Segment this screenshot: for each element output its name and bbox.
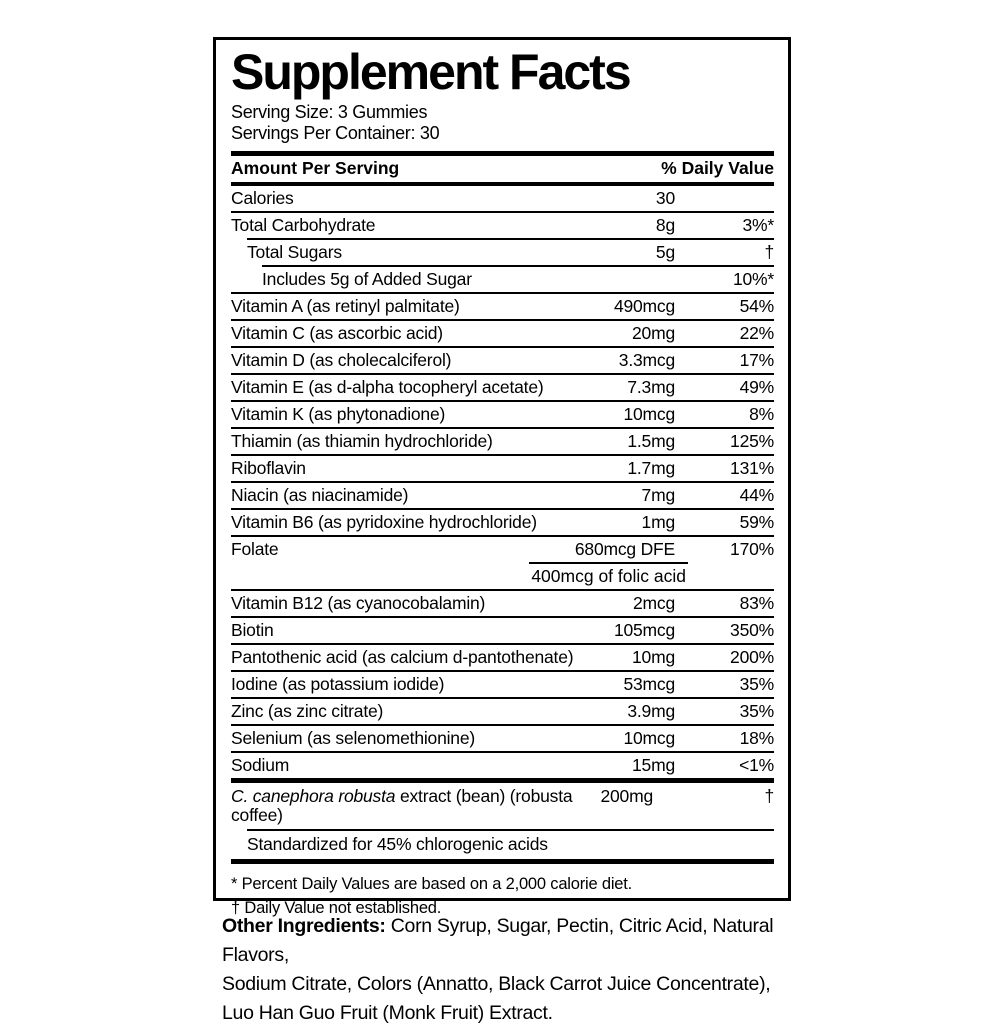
extract-row	[231, 778, 774, 829]
nutrient-daily-value: 10%*	[732, 269, 774, 289]
nutrient-name: Riboflavin	[231, 458, 306, 478]
nutrient-name: Vitamin D (as cholecalciferol)	[231, 350, 452, 370]
table-row	[231, 373, 774, 400]
amount-per-serving-label: Amount Per Serving	[231, 158, 400, 178]
footnote-daily-values: * Percent Daily Values are based on a 2,000 calorie diet.	[231, 875, 633, 893]
table-row	[231, 535, 774, 562]
nutrient-daily-value: 125%	[730, 431, 774, 451]
nutrient-name: Vitamin B6 (as pyridoxine hydrochloride)	[231, 512, 537, 532]
nutrient-amount: 1.7mg	[627, 458, 675, 478]
nutrient-daily-value	[675, 189, 774, 208]
nutrient-name: Niacin (as niacinamide)	[231, 485, 409, 505]
facts-rows	[231, 186, 774, 778]
nutrient-name: Vitamin C (as ascorbic acid)	[231, 323, 443, 343]
other-ingredients-line-3: Luo Han Guo Fruit (Monk Fruit) Extract.	[222, 1002, 553, 1024]
nutrient-daily-value: 350%	[730, 620, 774, 640]
table-row	[231, 400, 774, 427]
nutrient-amount: 10mcg	[623, 404, 675, 424]
nutrient-name: Biotin	[231, 620, 274, 640]
table-row	[231, 346, 774, 373]
nutrient-daily-value: 22%	[739, 323, 774, 343]
nutrient-daily-value: 200%	[730, 647, 774, 667]
other-ingredients-line-2: Sodium Citrate, Colors (Annatto, Black Carrot Juice Concentrate),	[222, 973, 771, 995]
nutrient-amount: 1mg	[641, 512, 675, 532]
table-row	[231, 670, 774, 697]
nutrient-name: Includes 5g of Added Sugar	[262, 269, 472, 289]
nutrient-name: Selenium (as selenomethionine)	[231, 728, 475, 748]
nutrient-daily-value: 35%	[739, 674, 774, 694]
table-row	[231, 508, 774, 535]
nutrient-daily-value: 170%	[730, 539, 774, 559]
nutrient-amount: 490mcg	[613, 296, 675, 316]
nutrient-name: Vitamin B12 (as cyanocobalamin)	[231, 593, 486, 613]
nutrient-daily-value: 83%	[739, 593, 774, 613]
nutrient-amount: 1.5mg	[627, 431, 675, 451]
sub-amount-text: 400mcg of folic acid	[529, 562, 688, 586]
nutrient-daily-value: 3%*	[742, 215, 774, 235]
nutrient-daily-value: †	[764, 242, 774, 262]
nutrient-name: Iodine (as potassium iodide)	[231, 674, 445, 694]
table-row	[231, 643, 774, 670]
nutrient-name: Total Sugars	[247, 242, 342, 262]
extract-name-italic: C. canephora robusta	[231, 786, 396, 806]
table-row	[231, 724, 774, 751]
table-row	[247, 238, 774, 265]
nutrient-name: Thiamin (as thiamin hydrochloride)	[231, 431, 493, 451]
nutrient-name: Pantothenic acid (as calcium d-pantothenate)	[231, 647, 574, 667]
nutrient-daily-value: <1%	[739, 755, 774, 775]
table-row	[231, 427, 774, 454]
nutrient-amount: 10mcg	[623, 728, 675, 748]
nutrient-amount: 20mg	[632, 323, 675, 343]
nutrient-name: Total Carbohydrate	[231, 215, 376, 235]
footnote-dagger: † Daily Value not established.	[231, 899, 442, 917]
nutrient-amount: 680mcg DFE	[574, 539, 675, 559]
extract-standardized-note: Standardized for 45% chlorogenic acids	[247, 829, 774, 859]
nutrient-amount: 7.3mg	[627, 377, 675, 397]
table-row-sub-amount	[231, 562, 774, 589]
table-row	[262, 265, 774, 292]
extract-daily-value: †	[764, 786, 774, 806]
nutrient-amount: 5g	[655, 242, 675, 262]
nutrient-amount: 8g	[655, 215, 675, 235]
footnotes	[231, 859, 774, 920]
other-ingredients	[222, 912, 797, 1028]
table-row	[231, 211, 774, 238]
nutrient-amount: 2mcg	[633, 593, 675, 613]
table-row	[231, 751, 774, 778]
table-row	[231, 697, 774, 724]
nutrient-name: Zinc (as zinc citrate)	[231, 701, 384, 721]
serving-info	[231, 102, 774, 144]
nutrient-amount: 7mg	[641, 485, 675, 505]
servings-per-container: Servings Per Container: 30	[231, 123, 440, 143]
nutrient-daily-value: 49%	[739, 377, 774, 397]
nutrient-amount: 15mg	[632, 755, 675, 775]
nutrient-daily-value: 35%	[739, 701, 774, 721]
table-row	[231, 186, 774, 211]
nutrient-daily-value: 131%	[730, 458, 774, 478]
nutrient-daily-value: 18%	[739, 728, 774, 748]
nutrient-daily-value: 17%	[739, 350, 774, 370]
table-row	[231, 319, 774, 346]
supplement-facts-panel	[213, 37, 791, 917]
other-ingredients-label: Other Ingredients:	[222, 915, 386, 937]
table-row	[231, 616, 774, 643]
panel-title: Supplement Facts	[231, 44, 630, 100]
nutrient-name: Calories	[231, 188, 294, 208]
facts-header	[231, 151, 774, 186]
nutrient-name: Vitamin A (as retinyl palmitate)	[231, 296, 460, 316]
nutrient-daily-value: 8%	[749, 404, 774, 424]
nutrient-name: Folate	[231, 539, 279, 559]
nutrient-name: Sodium	[231, 755, 290, 775]
nutrient-amount: 3.9mg	[627, 701, 675, 721]
nutrient-daily-value: 54%	[739, 296, 774, 316]
nutrient-amount: 3.3mcg	[618, 350, 675, 370]
table-row	[231, 454, 774, 481]
nutrient-name: Vitamin K (as phytonadione)	[231, 404, 446, 424]
extract-amount: 200mg	[600, 786, 653, 806]
other-ingredients-line-1: Other Ingredients: Corn Syrup, Sugar, Pectin, Citric Acid, Natural Flavors,	[222, 915, 774, 966]
nutrient-daily-value: 59%	[739, 512, 774, 532]
serving-size: Serving Size: 3 Gummies	[231, 102, 428, 122]
nutrient-amount: 53mcg	[623, 674, 675, 694]
extract-name-rest: extract (bean) (robusta coffee)	[231, 786, 573, 825]
nutrient-amount: 10mg	[632, 647, 675, 667]
table-row	[231, 292, 774, 319]
extract-name	[231, 787, 600, 825]
table-row	[231, 589, 774, 616]
nutrient-amount: 30	[655, 188, 675, 208]
nutrient-daily-value: 44%	[739, 485, 774, 505]
daily-value-label: % Daily Value	[661, 158, 774, 178]
nutrient-name: Vitamin E (as d-alpha tocopheryl acetate)	[231, 377, 544, 397]
nutrient-amount: 105mcg	[613, 620, 675, 640]
table-row	[231, 481, 774, 508]
